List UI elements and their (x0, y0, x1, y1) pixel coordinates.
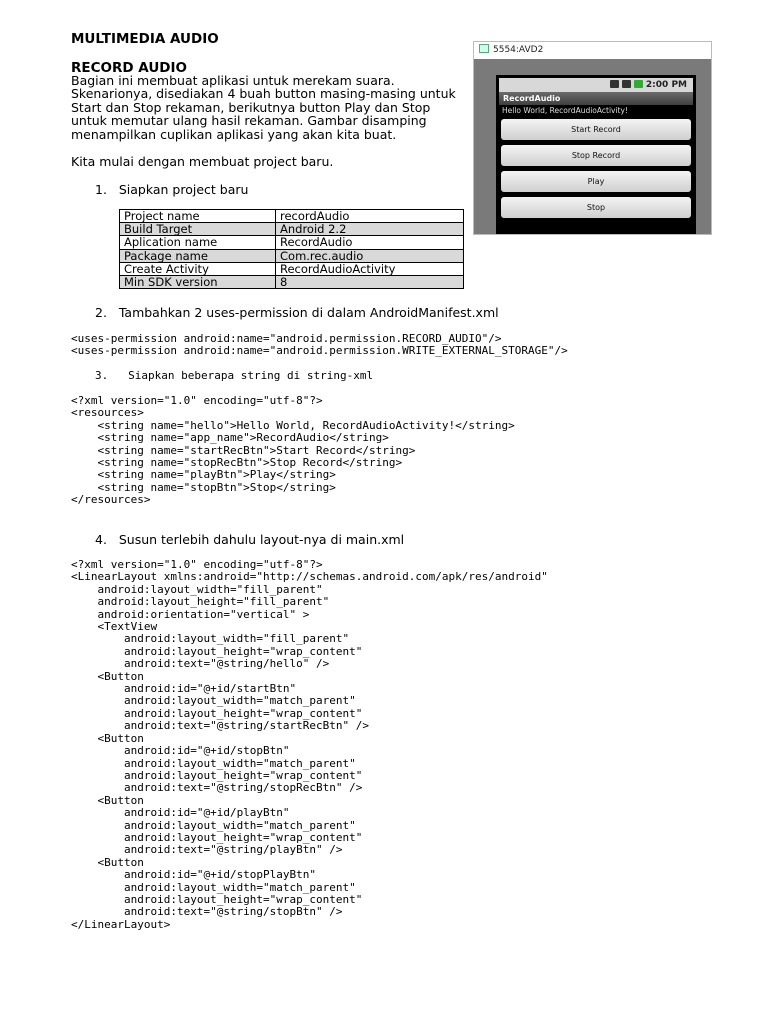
table-key: Create Activity (120, 262, 276, 275)
intro-line: Skenarionya, disediakan 4 buah button masing-masing untuk (71, 86, 456, 102)
doc-heading: MULTIMEDIA AUDIO (71, 31, 219, 47)
manifest-code: <uses-permission android:name="android.permission.RECORD_AUDIO"/> <uses-permission android:name="android.permission.WRITE_EXTERNAL_STORAGE"/> (71, 332, 568, 358)
start-record-button[interactable]: Start Record (501, 119, 691, 140)
table-row (120, 236, 464, 249)
table-value: Com.rec.audio (276, 249, 464, 262)
emulator-window-icon (479, 44, 489, 53)
step-1: 1. Siapkan project baru (95, 182, 249, 197)
intro-line: Bagian ini membuat aplikasi untuk merekam suara. (71, 73, 395, 88)
strings-code: <?xml version="1.0" encoding="utf-8"?> <resources> <string name="hello">Hello World, RecordAudioActivity!</string> <string name="app_name">RecordAudio</string> <string name="startRecBtn">Start Record</string> <string name="stopRecBtn">Stop Record</string> <string name="playBtn">Play</string> <string name="stopBtn">Stop</string> </resources> (71, 394, 515, 507)
table-key: Package name (120, 249, 276, 262)
signal-icon (622, 80, 631, 88)
table-row (120, 223, 464, 236)
intro-line: menampilkan cuplikan aplikasi yang akan kita buat. (71, 126, 397, 142)
battery-icon (634, 80, 643, 88)
layout-code: <?xml version="1.0" encoding="utf-8"?> <LinearLayout xmlns:android="http://schemas.android.com/apk/res/android" android:layout_width="fill_parent" android:layout_height="fill_parent" android:orientation="vertical" > <TextView android:layout_width="fill_parent" android:layout_height="wrap_content" android:text="@string/hello" /> <Button android:id="@+id/startBtn" android:layout_width="match_parent" android:layout_height="wrap_content" android:text="@string/startRecBtn" /> <Button android:id="@+id/stopBtn" android:layout_width="match_parent" android:layout_height="wrap_content" android:text="@string/stopRecBtn" /> <Button android:id="@+id/playBtn" android:layout_width="match_parent" android:layout_height="wrap_content" android:text="@string/playBtn" /> <Button android:id="@+id/stopPlayBtn" android:layout_width="match_parent" android:layout_height="wrap_content" android:text="@string/stopBtn" /> </LinearLayout> (71, 558, 548, 931)
table-row (120, 249, 464, 262)
clock: 2:00 PM (645, 80, 687, 90)
table-key: Aplication name (120, 236, 276, 249)
project-table (119, 209, 464, 289)
table-value: 8 (276, 275, 464, 288)
table-key: Min SDK version (120, 275, 276, 288)
hello-text: Hello World, RecordAudioActivity! (499, 105, 693, 116)
emulator-screenshot (473, 41, 712, 235)
start-text: Kita mulai dengan membuat project baru. (71, 154, 334, 169)
usb-icon (610, 80, 619, 88)
intro-paragraph (71, 74, 456, 141)
table-row (120, 210, 464, 223)
app-title-bar: RecordAudio (499, 92, 693, 105)
stop-button[interactable]: Stop (501, 197, 691, 218)
table-key: Project name (120, 210, 276, 223)
stop-record-button[interactable]: Stop Record (501, 145, 691, 166)
intro-line: untuk memutar ulang hasil rekaman. Gambar disamping (71, 113, 427, 129)
status-bar (499, 78, 693, 92)
step-4: 4. Susun terlebih dahulu layout-nya di main.xml (95, 532, 405, 547)
table-key: Build Target (120, 223, 276, 236)
section-heading: RECORD AUDIO (71, 60, 188, 76)
table-value: recordAudio (276, 210, 464, 223)
table-row (120, 262, 464, 275)
table-value: RecordAudio (276, 236, 464, 249)
step-3: 3. Siapkan beberapa string di string-xml (95, 369, 374, 382)
table-value: Android 2.2 (276, 223, 464, 236)
emulator-title: 5554:AVD2 (493, 45, 544, 55)
phone-screen (496, 75, 696, 234)
table-row (120, 275, 464, 288)
intro-line: Start dan Stop rekaman, berikutnya button Play dan Stop (71, 99, 431, 115)
table-value: RecordAudioActivity (276, 262, 464, 275)
play-button[interactable]: Play (501, 171, 691, 192)
step-2: 2. Tambahkan 2 uses-permission di dalam AndroidManifest.xml (95, 305, 499, 320)
emulator-titlebar (474, 42, 711, 59)
